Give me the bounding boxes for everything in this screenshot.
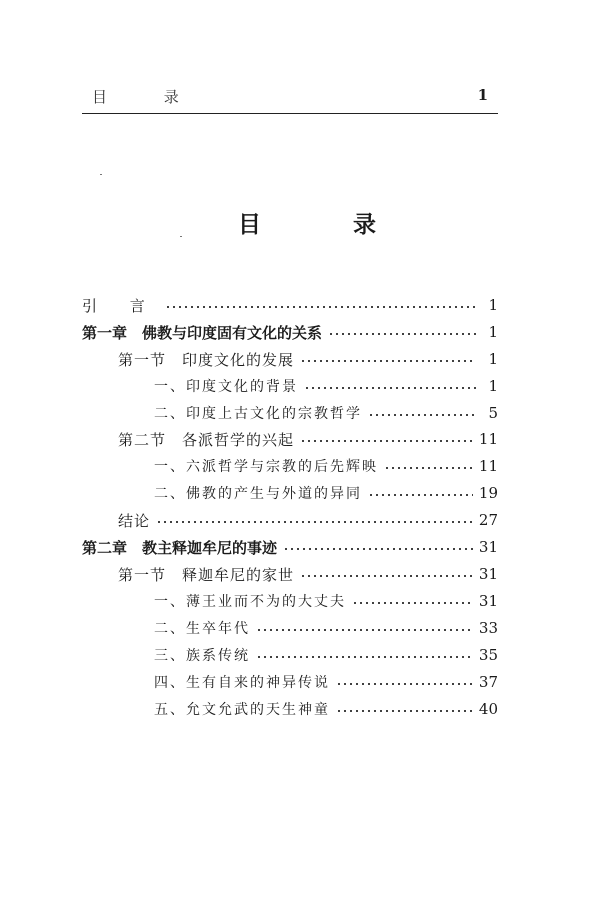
toc-entry-section[interactable] bbox=[118, 346, 498, 372]
toc-entry-page: 5 bbox=[488, 404, 498, 422]
toc-entry-chapter-1[interactable] bbox=[82, 319, 498, 345]
toc-entry-page: 40 bbox=[478, 700, 498, 718]
toc-entry-intro[interactable] bbox=[82, 292, 498, 318]
toc-entry-label: 四、生有自来的神异传说 bbox=[154, 675, 330, 691]
toc-entry-label: 一、印度文化的背景 bbox=[154, 379, 298, 395]
scan-speck bbox=[180, 236, 182, 237]
toc-entry-page: 31 bbox=[478, 565, 498, 583]
toc-entry-label: 二、生卒年代 bbox=[154, 621, 250, 637]
toc-entry-item[interactable] bbox=[154, 696, 498, 722]
toc-entry-page: 31 bbox=[478, 592, 498, 610]
toc-entry-label: 一、六派哲学与宗教的后先辉映 bbox=[154, 459, 378, 475]
toc-entry-page: 11 bbox=[478, 457, 498, 475]
toc-leader-dots bbox=[384, 467, 473, 469]
toc-entry-page: 1 bbox=[488, 350, 498, 368]
toc-entry-page: 35 bbox=[478, 646, 498, 664]
toc-entry-page: 19 bbox=[478, 484, 498, 502]
toc-entry-label: 二、佛教的产生与外道的异同 bbox=[154, 486, 362, 502]
toc-entry-page: 33 bbox=[478, 619, 498, 637]
toc-leader-dots bbox=[300, 360, 476, 362]
toc-entry-label: 三、族系传统 bbox=[154, 648, 250, 664]
toc-entry-page: 1 bbox=[488, 296, 498, 314]
toc-entry-page: 37 bbox=[478, 673, 498, 691]
toc-entry-page: 31 bbox=[478, 538, 498, 556]
running-head bbox=[84, 86, 496, 110]
toc-entry-item[interactable] bbox=[154, 373, 498, 399]
toc-leader-dots bbox=[283, 548, 473, 550]
header-rule bbox=[82, 113, 498, 114]
toc-entry-label: 一、薄王业而不为的大丈夫 bbox=[154, 594, 346, 610]
toc-entry-label: 第二章 教主释迦牟尼的事迹 bbox=[82, 538, 278, 557]
toc-entry-item[interactable] bbox=[154, 669, 498, 695]
toc-entry-item[interactable] bbox=[154, 480, 498, 506]
running-head-title: 目 录 bbox=[92, 88, 205, 106]
toc-entry-label: 引 言 bbox=[82, 296, 159, 315]
toc-entry-label: 五、允文允武的天生神童 bbox=[154, 702, 330, 718]
toc-leader-dots bbox=[300, 440, 473, 442]
toc-leader-dots bbox=[336, 683, 473, 685]
toc-leader-dots bbox=[304, 387, 476, 389]
toc-entry-conclusion[interactable] bbox=[118, 507, 498, 533]
toc-entry-label: 二、印度上古文化的宗教哲学 bbox=[154, 406, 362, 422]
toc-entry-chapter-2[interactable] bbox=[82, 534, 498, 560]
page-title: 目 录 bbox=[238, 212, 419, 238]
toc-entry-section[interactable] bbox=[118, 561, 498, 587]
toc-leader-dots bbox=[368, 414, 476, 416]
toc-entry-item[interactable] bbox=[154, 588, 498, 614]
toc-entry-label: 第一章 佛教与印度固有文化的关系 bbox=[82, 323, 323, 342]
toc-leader-dots bbox=[352, 602, 473, 604]
toc-entry-item[interactable] bbox=[154, 642, 498, 668]
toc-leader-dots bbox=[368, 494, 473, 496]
toc-entry-label: 第一节 印度文化的发展 bbox=[118, 350, 295, 369]
toc-entry-label: 结论 bbox=[118, 511, 151, 530]
toc-entry-page: 1 bbox=[488, 377, 498, 395]
toc-entry-page: 27 bbox=[478, 511, 498, 529]
toc-leader-dots bbox=[336, 710, 473, 712]
toc-entry-label: 第一节 释迦牟尼的家世 bbox=[118, 565, 295, 584]
toc-leader-dots bbox=[328, 333, 476, 335]
toc-entry-item[interactable] bbox=[154, 453, 498, 479]
toc-leader-dots bbox=[156, 521, 473, 523]
toc-leader-dots bbox=[256, 629, 473, 631]
toc-entry-item[interactable] bbox=[154, 615, 498, 641]
toc-leader-dots bbox=[256, 656, 473, 658]
toc-entry-section[interactable] bbox=[118, 426, 498, 452]
toc-entry-label: 第二节 各派哲学的兴起 bbox=[118, 430, 295, 449]
toc-entry-page: 11 bbox=[478, 430, 498, 448]
toc-entry-item[interactable] bbox=[154, 400, 498, 426]
running-head-page-number: 1 bbox=[477, 86, 488, 104]
toc-leader-dots bbox=[165, 306, 476, 308]
toc-entry-page: 1 bbox=[488, 323, 498, 341]
scan-speck bbox=[100, 174, 102, 175]
toc-leader-dots bbox=[300, 575, 473, 577]
